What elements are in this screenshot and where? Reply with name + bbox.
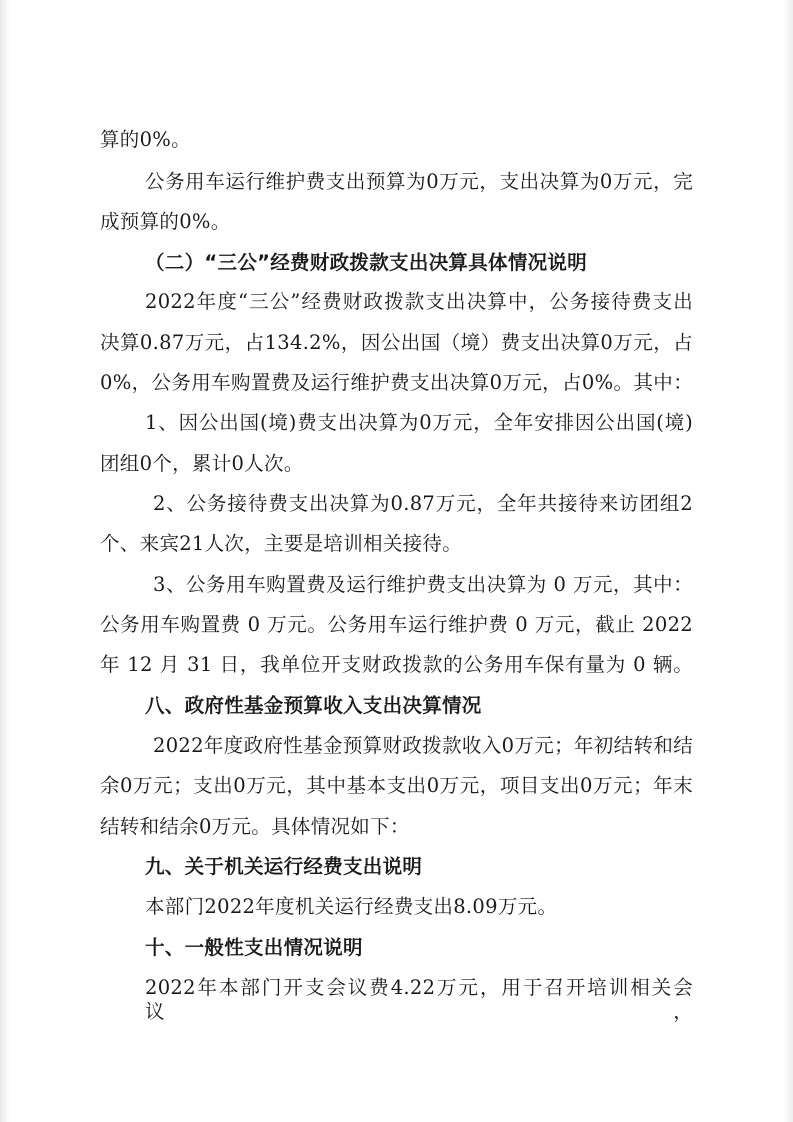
text-line: 2022年本部门开支会议费4.22万元，用于召开培训相关会议， — [145, 976, 693, 1023]
text-line: 公务用车运行维护费支出预算为0万元，支出决算为0万元，完 — [145, 170, 693, 193]
text-line: 3、公务用车购置费及运行维护费支出决算为 0 万元，其中： — [153, 573, 693, 596]
section-heading: （二）“三公”经费财政拨款支出决算具体情况说明 — [145, 251, 588, 274]
text-line: 2、公务接待费支出决算为0.87万元，全年共接待来访团组2 — [153, 492, 693, 515]
section-heading: 八、政府性基金预算收入支出决算情况 — [145, 694, 482, 717]
scan-shadow-right — [783, 0, 793, 1122]
scan-shadow-left — [0, 0, 10, 1122]
section-heading: 十、一般性支出情况说明 — [145, 936, 363, 959]
text-line: 2022年度“三公”经费财政拨款支出决算中，公务接待费支出 — [145, 290, 693, 313]
section-heading: 九、关于机关运行经费支出说明 — [145, 855, 423, 878]
text-line: 成预算的0%。 — [100, 210, 231, 233]
text-line: 结转和结余0万元。具体情况如下： — [100, 815, 410, 838]
text-line: 团组0个，累计0人次。 — [100, 452, 304, 475]
text-line: 1、因公出国(境)费支出决算为0万元，全年安排因公出国(境) — [145, 411, 693, 434]
text-line: 算的0%。 — [100, 128, 191, 151]
text-line: 0%，公务用车购置费及运行维护费支出决算0万元，占0%。其中： — [100, 371, 693, 394]
text-line: 决算0.87万元，占134.2%，因公出国（境）费支出决算0万元，占 — [100, 331, 693, 354]
text-line: 余0万元；支出0万元，其中基本支出0万元，项目支出0万元；年末 — [100, 774, 693, 797]
text-line: 年 12 月 31 日，我单位开支财政拨款的公务用车保有量为 0 辆。 — [100, 653, 693, 676]
text-line: 2022年度政府性基金预算财政拨款收入0万元；年初结转和结 — [153, 734, 693, 757]
text-line: 个、来宾21人次，主要是培训相关接待。 — [100, 532, 463, 555]
text-line: 本部门2022年度机关运行经费支出8.09万元。 — [145, 895, 558, 918]
text-line: 公务用车购置费 0 万元。公务用车运行维护费 0 万元，截止 2022 — [100, 613, 693, 636]
